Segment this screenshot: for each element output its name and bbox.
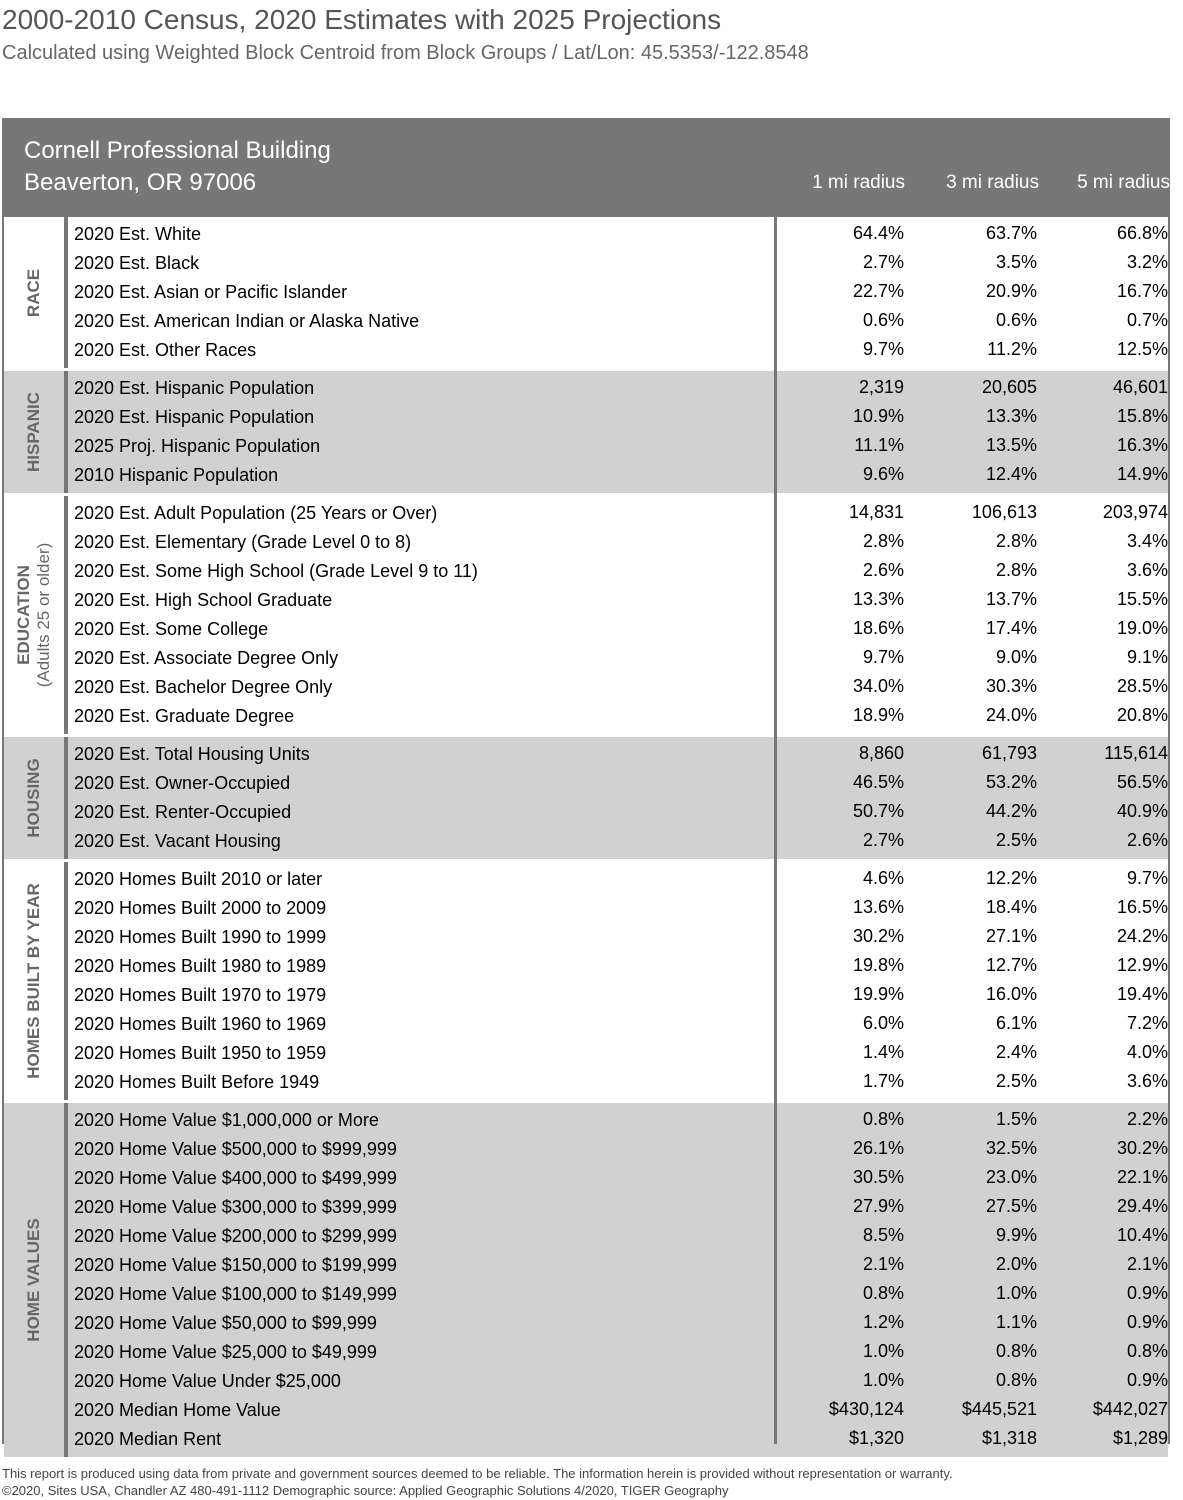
table-row bbox=[68, 1367, 1168, 1396]
table-row bbox=[68, 220, 1168, 249]
value-3mi: 1.1% bbox=[995, 1312, 1037, 1332]
value-1mi: 9.6% bbox=[862, 464, 904, 484]
row-label: 2020 Median Home Value bbox=[74, 1400, 281, 1420]
section-title: HOUSING bbox=[24, 758, 43, 838]
table-row bbox=[68, 336, 1168, 365]
row-label: 2025 Proj. Hispanic Population bbox=[74, 436, 321, 456]
row-label: 2020 Est. Adult Population (25 Years or Over) bbox=[74, 503, 438, 523]
table-row bbox=[68, 673, 1168, 702]
section-rows bbox=[68, 374, 1168, 490]
value-1mi: 30.2% bbox=[852, 926, 904, 946]
value-5mi: 46,601 bbox=[1112, 377, 1168, 397]
section-label-text bbox=[24, 392, 44, 472]
value-3mi: 23.0% bbox=[985, 1167, 1037, 1187]
value-5mi: 3.6% bbox=[1126, 560, 1168, 580]
value-3mi: 30.3% bbox=[985, 676, 1037, 696]
value-3mi: 63.7% bbox=[985, 223, 1037, 243]
value-3mi: 12.2% bbox=[985, 868, 1037, 888]
table-row bbox=[68, 586, 1168, 615]
row-label: 2020 Est. Total Housing Units bbox=[74, 744, 310, 764]
value-5mi: 2.1% bbox=[1126, 1254, 1168, 1274]
value-3mi: 32.5% bbox=[985, 1138, 1037, 1158]
value-3mi: 0.8% bbox=[995, 1341, 1037, 1361]
table-row bbox=[68, 1106, 1168, 1135]
table-row bbox=[68, 1068, 1168, 1097]
row-label: 2020 Est. High School Graduate bbox=[74, 590, 333, 610]
row-label: 2020 Homes Built 1960 to 1969 bbox=[74, 1014, 327, 1034]
column-header-1mi: 1 mi radius bbox=[812, 172, 905, 193]
section-label bbox=[4, 496, 68, 734]
value-5mi: 0.8% bbox=[1126, 1341, 1168, 1361]
section-label-text bbox=[24, 883, 44, 1079]
value-1mi: 13.3% bbox=[852, 589, 904, 609]
value-5mi: 0.9% bbox=[1126, 1312, 1168, 1332]
table-row bbox=[68, 1039, 1168, 1068]
value-3mi: 0.8% bbox=[995, 1370, 1037, 1390]
value-1mi: 1.2% bbox=[862, 1312, 904, 1332]
value-1mi: 27.9% bbox=[852, 1196, 904, 1216]
value-1mi: 0.8% bbox=[862, 1283, 904, 1303]
row-label: 2020 Est. Some High School (Grade Level 9 to 11) bbox=[74, 561, 478, 581]
row-label: 2020 Est. Elementary (Grade Level 0 to 8) bbox=[74, 532, 412, 552]
section-label bbox=[4, 737, 68, 859]
section-hispanic bbox=[4, 371, 1168, 496]
section-label bbox=[4, 1103, 68, 1457]
value-5mi: 2.2% bbox=[1126, 1109, 1168, 1129]
section-label-text bbox=[24, 268, 44, 316]
section-homes-built-by-year bbox=[4, 862, 1168, 1103]
table-row bbox=[68, 769, 1168, 798]
section-title: HISPANIC bbox=[24, 392, 43, 472]
value-3mi: 20.9% bbox=[985, 281, 1037, 301]
row-label: 2020 Home Value $50,000 to $99,999 bbox=[74, 1313, 377, 1333]
table-row bbox=[68, 461, 1168, 490]
report-title: 2000-2010 Census, 2020 Estimates with 2025 Projections bbox=[2, 4, 722, 35]
row-label: 2020 Est. Black bbox=[74, 253, 200, 273]
value-5mi: 14.9% bbox=[1116, 464, 1168, 484]
value-5mi: 3.6% bbox=[1126, 1071, 1168, 1091]
value-5mi: 7.2% bbox=[1126, 1013, 1168, 1033]
section-title: HOMES BUILT BY YEAR bbox=[24, 883, 43, 1079]
value-3mi: $1,318 bbox=[981, 1428, 1037, 1448]
table-header bbox=[4, 120, 1168, 217]
table-row bbox=[68, 981, 1168, 1010]
row-label: 2020 Home Value $150,000 to $199,999 bbox=[74, 1255, 397, 1275]
value-1mi: 8,860 bbox=[858, 743, 904, 763]
row-label: 2020 Est. Other Races bbox=[74, 340, 257, 360]
value-5mi: 10.4% bbox=[1116, 1225, 1168, 1245]
value-5mi: 16.7% bbox=[1116, 281, 1168, 301]
value-3mi: 0.6% bbox=[995, 310, 1037, 330]
table-row bbox=[68, 615, 1168, 644]
value-5mi: 40.9% bbox=[1116, 801, 1168, 821]
section-home-values bbox=[4, 1103, 1168, 1460]
value-5mi: 15.5% bbox=[1116, 589, 1168, 609]
value-5mi: 203,974 bbox=[1102, 502, 1168, 522]
value-5mi: 19.0% bbox=[1116, 618, 1168, 638]
value-5mi: 0.9% bbox=[1126, 1370, 1168, 1390]
row-label: 2020 Homes Built 1980 to 1989 bbox=[74, 956, 327, 976]
value-3mi: 106,613 bbox=[971, 502, 1037, 522]
value-5mi: 29.4% bbox=[1116, 1196, 1168, 1216]
row-label: 2020 Est. Asian or Pacific Islander bbox=[74, 282, 348, 302]
value-5mi: 0.9% bbox=[1126, 1283, 1168, 1303]
row-label: 2010 Hispanic Population bbox=[74, 465, 279, 485]
value-1mi: 8.5% bbox=[862, 1225, 904, 1245]
value-5mi: 24.2% bbox=[1116, 926, 1168, 946]
value-5mi: 20.8% bbox=[1116, 705, 1168, 725]
value-3mi: 44.2% bbox=[985, 801, 1037, 821]
table-row bbox=[68, 403, 1168, 432]
value-5mi: 9.1% bbox=[1126, 647, 1168, 667]
row-label: 2020 Homes Built 1950 to 1959 bbox=[74, 1043, 327, 1063]
value-1mi: 2.7% bbox=[862, 252, 904, 272]
column-divider bbox=[774, 217, 777, 1444]
value-5mi: 3.4% bbox=[1126, 531, 1168, 551]
value-1mi: 19.9% bbox=[852, 984, 904, 1004]
value-1mi: 14,831 bbox=[848, 502, 904, 522]
section-title: HOME VALUES bbox=[24, 1218, 43, 1342]
value-5mi: 12.9% bbox=[1116, 955, 1168, 975]
row-label: 2020 Homes Built 1990 to 1999 bbox=[74, 927, 327, 947]
value-1mi: 2.1% bbox=[862, 1254, 904, 1274]
value-3mi: 2.8% bbox=[995, 531, 1037, 551]
value-5mi: 22.1% bbox=[1116, 1167, 1168, 1187]
table-row bbox=[68, 798, 1168, 827]
value-5mi: 15.8% bbox=[1116, 406, 1168, 426]
value-1mi: 1.0% bbox=[862, 1341, 904, 1361]
value-3mi: 53.2% bbox=[985, 772, 1037, 792]
report-subtitle: Calculated using Weighted Block Centroid from Block Groups / Lat/Lon: 45.5353/-122.8548 bbox=[2, 42, 809, 64]
value-5mi: 3.2% bbox=[1126, 252, 1168, 272]
value-5mi: 115,614 bbox=[1104, 743, 1168, 763]
value-1mi: 2,319 bbox=[858, 377, 904, 397]
table-row bbox=[68, 1251, 1168, 1280]
value-1mi: 18.9% bbox=[852, 705, 904, 725]
value-1mi: 4.6% bbox=[862, 868, 904, 888]
row-label: 2020 Est. Associate Degree Only bbox=[74, 648, 339, 668]
table-row bbox=[68, 740, 1168, 769]
table-row bbox=[68, 952, 1168, 981]
value-3mi: 9.0% bbox=[995, 647, 1037, 667]
value-5mi: 28.5% bbox=[1116, 676, 1168, 696]
value-3mi: 2.8% bbox=[995, 560, 1037, 580]
value-3mi: 2.4% bbox=[995, 1042, 1037, 1062]
table-body bbox=[4, 217, 1168, 1460]
table-row bbox=[68, 278, 1168, 307]
value-5mi: 30.2% bbox=[1116, 1138, 1168, 1158]
row-label: 2020 Homes Built Before 1949 bbox=[74, 1072, 320, 1092]
value-3mi: $445,521 bbox=[961, 1399, 1037, 1419]
row-label: 2020 Est. Graduate Degree bbox=[74, 706, 295, 726]
section-label-text bbox=[14, 543, 54, 688]
value-3mi: 9.9% bbox=[995, 1225, 1037, 1245]
value-1mi: 1.7% bbox=[862, 1071, 904, 1091]
disclaimer-text: This report is produced using data from private and government sources deemed to be reliable. The information herein is provided without representation or warranty. bbox=[2, 1466, 953, 1481]
value-3mi: 1.0% bbox=[995, 1283, 1037, 1303]
value-1mi: 1.4% bbox=[862, 1042, 904, 1062]
table-row bbox=[68, 1193, 1168, 1222]
row-label: 2020 Est. Bachelor Degree Only bbox=[74, 677, 333, 697]
table-row bbox=[68, 1338, 1168, 1367]
value-1mi: 50.7% bbox=[852, 801, 904, 821]
value-5mi: 66.8% bbox=[1116, 223, 1168, 243]
table-row bbox=[68, 702, 1168, 731]
demographics-table bbox=[2, 118, 1170, 1449]
value-5mi: 16.5% bbox=[1116, 897, 1168, 917]
value-1mi: 2.6% bbox=[862, 560, 904, 580]
row-label: 2020 Homes Built 2000 to 2009 bbox=[74, 898, 327, 918]
value-5mi: 16.3% bbox=[1116, 435, 1168, 455]
section-rows bbox=[68, 1106, 1168, 1454]
value-1mi: 13.6% bbox=[852, 897, 904, 917]
table-row bbox=[68, 1425, 1168, 1454]
value-1mi: 11.1% bbox=[854, 435, 904, 455]
value-5mi: 19.4% bbox=[1116, 984, 1168, 1004]
row-label: 2020 Median Rent bbox=[74, 1429, 222, 1449]
table-row bbox=[68, 249, 1168, 278]
row-label: 2020 Est. American Indian or Alaska Native bbox=[74, 311, 420, 331]
value-3mi: 18.4% bbox=[985, 897, 1037, 917]
value-1mi: 30.5% bbox=[852, 1167, 904, 1187]
table-row bbox=[68, 1396, 1168, 1425]
row-label: 2020 Home Value $25,000 to $49,999 bbox=[74, 1342, 377, 1362]
value-3mi: 24.0% bbox=[985, 705, 1037, 725]
value-1mi: 2.7% bbox=[862, 830, 904, 850]
section-education bbox=[4, 496, 1168, 737]
value-3mi: 13.5% bbox=[985, 435, 1037, 455]
table-row bbox=[68, 1280, 1168, 1309]
value-3mi: 16.0% bbox=[985, 984, 1037, 1004]
value-1mi: $1,320 bbox=[848, 1428, 904, 1448]
row-label: 2020 Home Value $100,000 to $149,999 bbox=[74, 1284, 397, 1304]
row-label: 2020 Home Value $300,000 to $399,999 bbox=[74, 1197, 397, 1217]
section-rows bbox=[68, 865, 1168, 1097]
location-city: Beaverton, OR 97006 bbox=[24, 169, 257, 196]
value-1mi: 10.9% bbox=[852, 406, 904, 426]
value-3mi: 13.3% bbox=[985, 406, 1037, 426]
table-row bbox=[68, 307, 1168, 336]
table-row bbox=[68, 923, 1168, 952]
row-label: 2020 Est. Hispanic Population bbox=[74, 378, 315, 398]
row-label: 2020 Est. Owner-Occupied bbox=[74, 773, 291, 793]
value-1mi: 26.1% bbox=[852, 1138, 904, 1158]
copyright-text: ©2020, Sites USA, Chandler AZ 480-491-1112 Demographic source: Applied Geographic Solutions 4/2020, TIGER Geography bbox=[2, 1483, 729, 1498]
value-3mi: 1.5% bbox=[995, 1109, 1037, 1129]
value-3mi: 2.0% bbox=[995, 1254, 1037, 1274]
section-label bbox=[4, 371, 68, 493]
section-label bbox=[4, 862, 68, 1100]
value-1mi: 2.8% bbox=[862, 531, 904, 551]
value-1mi: 0.8% bbox=[862, 1109, 904, 1129]
section-rows bbox=[68, 740, 1168, 856]
table-row bbox=[68, 528, 1168, 557]
row-label: 2020 Home Value $1,000,000 or More bbox=[74, 1110, 379, 1130]
value-1mi: 64.4% bbox=[852, 223, 904, 243]
table-row bbox=[68, 865, 1168, 894]
table-row bbox=[68, 499, 1168, 528]
value-3mi: 11.2% bbox=[987, 339, 1037, 359]
value-1mi: 6.0% bbox=[862, 1013, 904, 1033]
row-label: 2020 Home Value $400,000 to $499,999 bbox=[74, 1168, 397, 1188]
value-3mi: 13.7% bbox=[985, 589, 1037, 609]
table-row bbox=[68, 1222, 1168, 1251]
value-1mi: 46.5% bbox=[852, 772, 904, 792]
table-row bbox=[68, 1010, 1168, 1039]
value-1mi: 19.8% bbox=[852, 955, 904, 975]
value-3mi: 6.1% bbox=[995, 1013, 1037, 1033]
section-rows bbox=[68, 220, 1168, 365]
column-header-3mi: 3 mi radius bbox=[946, 172, 1039, 193]
table-row bbox=[68, 432, 1168, 461]
table-row bbox=[68, 644, 1168, 673]
section-title: RACE bbox=[24, 268, 43, 317]
row-label: 2020 Est. Hispanic Population bbox=[74, 407, 315, 427]
value-5mi: 12.5% bbox=[1116, 339, 1168, 359]
value-3mi: 17.4% bbox=[985, 618, 1037, 638]
table-row bbox=[68, 1309, 1168, 1338]
row-label: 2020 Home Value $500,000 to $999,999 bbox=[74, 1139, 397, 1159]
table-row bbox=[68, 894, 1168, 923]
value-5mi: 9.7% bbox=[1126, 868, 1168, 888]
section-housing bbox=[4, 737, 1168, 862]
row-label: 2020 Home Value Under $25,000 bbox=[74, 1371, 341, 1391]
value-5mi: 56.5% bbox=[1116, 772, 1168, 792]
value-1mi: $430,124 bbox=[828, 1399, 904, 1419]
row-label: 2020 Est. Vacant Housing bbox=[74, 831, 281, 851]
row-label: 2020 Homes Built 2010 or later bbox=[74, 869, 323, 889]
section-subtitle: (Adults 25 or older) bbox=[34, 542, 53, 688]
row-label: 2020 Home Value $200,000 to $299,999 bbox=[74, 1226, 397, 1246]
value-3mi: 3.5% bbox=[995, 252, 1037, 272]
value-1mi: 18.6% bbox=[852, 618, 904, 638]
table-row bbox=[68, 374, 1168, 403]
value-1mi: 0.6% bbox=[862, 310, 904, 330]
table-row bbox=[68, 1164, 1168, 1193]
row-label: 2020 Est. White bbox=[74, 224, 202, 244]
value-3mi: 2.5% bbox=[995, 1071, 1037, 1091]
value-1mi: 22.7% bbox=[852, 281, 904, 301]
location-name: Cornell Professional Building bbox=[24, 137, 331, 164]
value-1mi: 9.7% bbox=[862, 339, 904, 359]
column-header-5mi: 5 mi radius bbox=[1077, 172, 1170, 193]
table-row bbox=[68, 827, 1168, 856]
value-3mi: 12.7% bbox=[985, 955, 1037, 975]
value-5mi: 0.7% bbox=[1126, 310, 1168, 330]
value-3mi: 27.1% bbox=[985, 926, 1037, 946]
value-1mi: 1.0% bbox=[862, 1370, 904, 1390]
value-3mi: 27.5% bbox=[985, 1196, 1037, 1216]
section-race bbox=[4, 217, 1168, 371]
value-5mi: $1,289 bbox=[1112, 1428, 1168, 1448]
value-3mi: 61,793 bbox=[981, 743, 1037, 763]
section-title: EDUCATION bbox=[14, 565, 33, 665]
row-label: 2020 Homes Built 1970 to 1979 bbox=[74, 985, 327, 1005]
section-label bbox=[4, 217, 68, 368]
value-1mi: 34.0% bbox=[852, 676, 904, 696]
section-label-text bbox=[24, 758, 44, 837]
value-3mi: 20,605 bbox=[981, 377, 1037, 397]
value-1mi: 9.7% bbox=[862, 647, 904, 667]
table-row bbox=[68, 1135, 1168, 1164]
table-row bbox=[68, 557, 1168, 586]
value-5mi: 2.6% bbox=[1126, 830, 1168, 850]
value-3mi: 12.4% bbox=[985, 464, 1037, 484]
value-5mi: 4.0% bbox=[1126, 1042, 1168, 1062]
row-label: 2020 Est. Some College bbox=[74, 619, 269, 639]
section-label-text bbox=[24, 1218, 44, 1341]
row-label: 2020 Est. Renter-Occupied bbox=[74, 802, 292, 822]
value-5mi: $442,027 bbox=[1092, 1399, 1168, 1419]
value-3mi: 2.5% bbox=[995, 830, 1037, 850]
section-rows bbox=[68, 499, 1168, 731]
